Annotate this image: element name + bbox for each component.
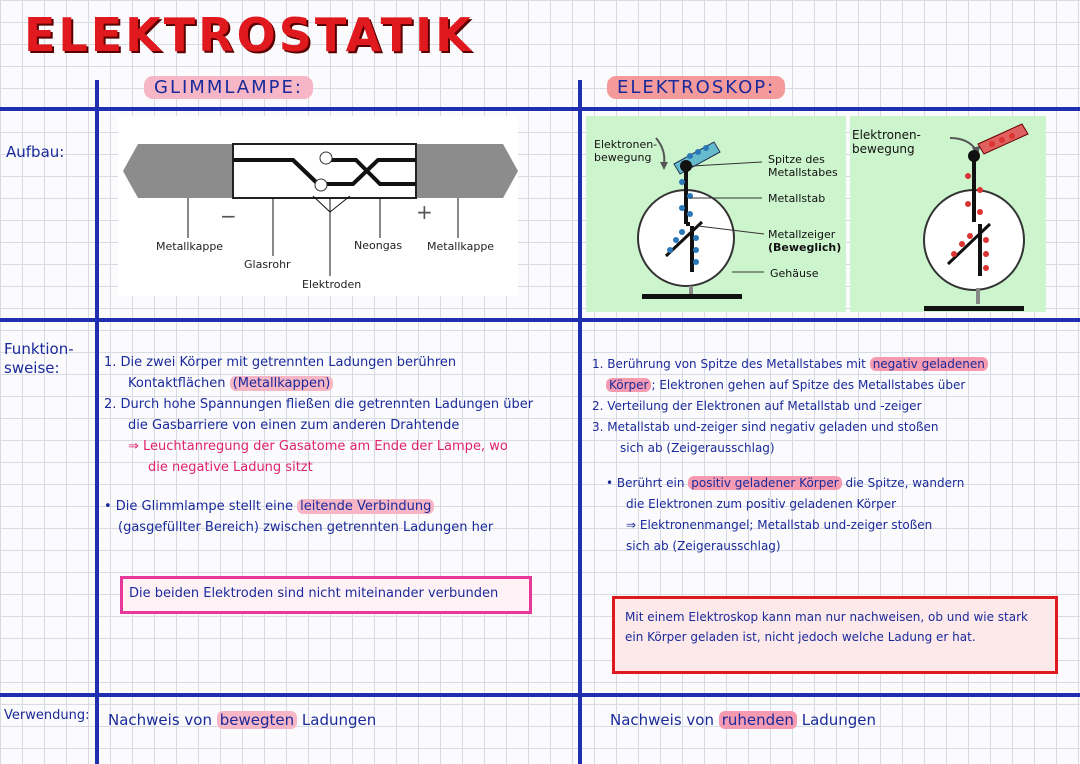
elektroskop-diagram-positive [850, 116, 1046, 312]
glimm-note-box: Die beiden Elektroden sind nicht miteinander verbunden [120, 576, 532, 614]
scope-p1-text: 1. Berührung von Spitze des Metallstabes mit [592, 357, 870, 371]
table-line-center [578, 80, 582, 764]
glimmlampe-diagram [118, 116, 518, 296]
glimm-p2-line3: ⇒ Leuchtanregung der Gasatome am Ende der Lampe, wo [128, 439, 508, 454]
scope-note-box: Mit einem Elektroskop kann man nur nachweisen, ob und wie stark ein Körper geladen ist, nicht jedoch welche Ladung er hat. [612, 596, 1058, 674]
scope-p2: 2. Verteilung der Elektronen auf Metallstab und -zeiger [592, 399, 922, 413]
row-label-funktion-part2: sweise: [4, 359, 60, 377]
electron-1 [320, 152, 332, 164]
elektroskop-diagram-negative [586, 116, 846, 312]
label-metallzeiger [768, 228, 841, 254]
charged-body-negative [674, 142, 720, 174]
label-metallstab: Metallstab [768, 192, 826, 205]
usage-glimm-highlight: bewegten [217, 711, 297, 729]
row-label-funktion-part1: Funktion- [4, 340, 74, 358]
scope-p1-highlight: negativ geladenen [870, 357, 988, 371]
label-metallzeiger-2: (Beweglich) [768, 241, 842, 254]
label-elektronenbewegung-right-1: Elektronen- [852, 128, 921, 142]
scope-p1-highlight2: Körper [606, 378, 651, 392]
table-line-left [95, 80, 99, 764]
arrow-left-curve [656, 138, 664, 164]
label-gehaeuse: Gehäuse [770, 267, 819, 280]
minus-sign: − [220, 204, 237, 228]
glimm-p1-line2 [104, 373, 574, 394]
scope-bullet-line1 [592, 473, 1072, 494]
scope-p1-line2 [592, 375, 1072, 396]
row-label-funktionsweise [4, 340, 74, 378]
glimm-p2-line4: die negative Ladung sitzt [148, 460, 313, 475]
usage-glimm-text2: Ladungen [297, 711, 377, 729]
row-label-aufbau: Aufbau: [6, 143, 65, 161]
scope-p3-line1: 3. Metallstab und-zeiger sind negativ geladen und stoßen [592, 420, 939, 434]
scope-bullet-text: • Berührt ein [606, 476, 689, 490]
scope-p1-text2: ; Elektronen gehen auf Spitze des Metallstabes über [651, 378, 966, 392]
arrow-left-head [660, 162, 668, 170]
page-title: ELEKTROSTATIK [24, 8, 474, 62]
glimm-p2-line2: die Gasbarriere von einen zum anderen Drahtende [128, 418, 460, 433]
metallkappe-right-shape [416, 144, 518, 198]
scope-bullet-line2: die Elektronen zum positiv geladenen Körper [626, 497, 897, 511]
glimm-bullet-highlight: leitende Verbindung [297, 499, 434, 514]
label-spitze-1: Spitze des [768, 153, 825, 166]
scope-bullet-text2: die Spitze, wandern [841, 476, 965, 490]
glimm-bullet-line1 [104, 496, 574, 517]
usage-scope-text2: Ladungen [796, 711, 877, 729]
stand-base [642, 294, 742, 299]
glimm-bullet-text: • Die Glimmlampe stellt eine [104, 499, 298, 514]
glimm-p2-line1: 2. Durch hohe Spannungen fließen die getrennten Ladungen über [104, 397, 534, 412]
glimm-bullet-line2: (gasgefüllter Bereich) zwischen getrennten Ladungen her [118, 520, 494, 535]
usage-scope-text: Nachweis von [610, 711, 719, 729]
scope-bullet-highlight: positiv geladener Körper [688, 476, 841, 490]
scope-p3-line2: sich ab (Zeigerausschlag) [620, 441, 775, 455]
glimm-function-text [104, 352, 574, 538]
stand-base-right [924, 306, 1024, 311]
usage-glimm-text: Nachweis von [108, 711, 217, 729]
label-glasrohr: Glasrohr [244, 258, 291, 271]
arrow-right-curve [950, 138, 976, 150]
label-elektronenbewegung-left-2: bewegung [594, 151, 652, 164]
metallkappe-left-shape [123, 144, 233, 198]
glimm-p1-line1: 1. Die zwei Körper mit getrennten Ladungen berühren [104, 355, 457, 370]
label-elektroden: Elektroden [302, 278, 362, 291]
label-elektronenbewegung-right [852, 128, 921, 156]
column-header-elektroskop: ELEKTROSKOP: [607, 76, 785, 99]
label-elektronenbewegung-right-2: bewegung [852, 142, 915, 156]
label-neongas: Neongas [354, 239, 403, 252]
scope-bullet-line3: ⇒ Elektronenmangel; Metallstab und-zeiger stoßen [626, 518, 933, 532]
label-elektronenbewegung-left [594, 138, 657, 164]
glimm-p1-text: Kontaktflächen [128, 376, 230, 391]
table-line-bottom [0, 693, 1080, 697]
label-metallkappe-left: Metallkappe [156, 240, 224, 253]
usage-scope-highlight: ruhenden [719, 711, 797, 729]
glimm-p1-highlight: (Metallkappen) [230, 376, 334, 391]
usage-glimmlampe [108, 710, 376, 731]
label-metallkappe-right: Metallkappe [427, 240, 495, 253]
label-spitze [768, 153, 838, 179]
electron-2 [315, 179, 327, 191]
pointer-spitze [692, 162, 762, 166]
glimmlampe-drawing [118, 116, 518, 296]
plus-sign: + [416, 200, 433, 224]
scope-function-text [592, 354, 1072, 557]
label-elektronenbewegung-left-1: Elektronen- [594, 138, 658, 151]
label-spitze-2: Metallstabes [768, 166, 838, 179]
column-header-glimmlampe: GLIMMLAMPE: [144, 76, 313, 99]
table-line-top [0, 107, 1080, 111]
table-line-middle [0, 318, 1080, 322]
usage-elektroskop [610, 710, 876, 731]
row-label-verwendung: Verwendung: [4, 708, 90, 723]
label-metallzeiger-1: Metallzeiger [768, 228, 836, 241]
scope-bullet-line4: sich ab (Zeigerausschlag) [626, 539, 781, 553]
scope-p1-line1 [592, 354, 1072, 375]
